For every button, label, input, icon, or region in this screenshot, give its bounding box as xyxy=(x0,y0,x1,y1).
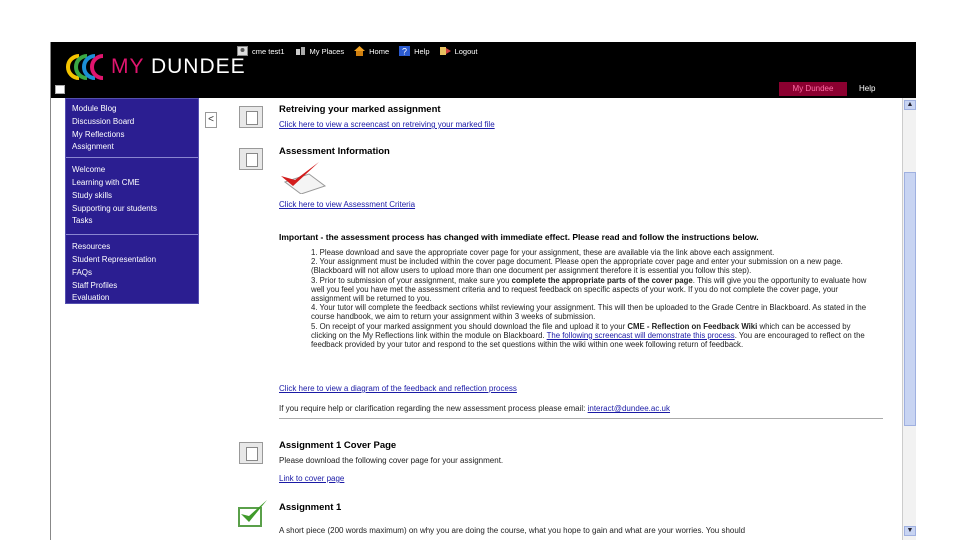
retrieve-link[interactable]: Click here to view a screencast on retreiving your marked file xyxy=(279,120,495,129)
menu-item-student-representation[interactable]: Student Representation xyxy=(72,254,157,264)
important-notice: Important - the assessment process has changed with immediate effect. Please read and follow the instructions below. xyxy=(279,232,759,242)
instruction-5-bold: CME - Reflection on Feedback Wiki xyxy=(627,321,758,331)
menu-item-my-reflections[interactable]: My Reflections xyxy=(72,129,125,139)
menu-item-faqs[interactable]: FAQs xyxy=(72,267,93,277)
menu-group-1 xyxy=(66,99,198,158)
menu-item-welcome[interactable]: Welcome xyxy=(72,165,106,175)
content-area xyxy=(235,98,905,540)
info-title: Assessment Information xyxy=(279,146,390,157)
my-dundee-logo[interactable] xyxy=(65,52,246,82)
instruction-5-text-mid: which can be accessed by clicking on the My Reflections link within the module on Blackboard. xyxy=(311,321,851,340)
logout-icon xyxy=(440,46,451,56)
menu-item-supporting-students[interactable]: Supporting our students xyxy=(72,203,157,213)
cover-text: Please download the following cover page for your assignment. xyxy=(279,456,504,465)
screencast-link[interactable]: The following screencast will demonstrate this process xyxy=(546,330,735,340)
assignment1-text: A short piece (200 words maximum) on why you are doing the course, what you hope to gain and what are your worries. You should xyxy=(279,526,746,535)
toplink-my-places[interactable] xyxy=(295,46,345,56)
browser-window xyxy=(50,42,916,540)
help-icon xyxy=(399,46,410,56)
tab-my-dundee[interactable]: My Dundee xyxy=(779,82,847,96)
diagram-link[interactable]: Click here to view a diagram of the feedback and reflection process xyxy=(279,384,517,393)
cover-title: Assignment 1 Cover Page xyxy=(279,440,397,451)
toplink-help[interactable] xyxy=(399,46,429,56)
menu-item-evaluation[interactable]: Evaluation xyxy=(72,293,110,303)
menu-item-learning-with-cme[interactable]: Learning with CME xyxy=(72,177,140,187)
vertical-scrollbar[interactable] xyxy=(902,98,916,540)
toplink-label: cme test1 xyxy=(252,46,285,56)
retrieve-title: Retreiving your marked assignment xyxy=(279,104,441,115)
brand-my: MY xyxy=(111,55,145,78)
item-icon xyxy=(239,148,263,170)
instruction-5-text-end: . You are encouraged to reflect on the feedback provided by your tutor and respond to the set questions within the wiki within one week following return of feedback. xyxy=(311,330,865,350)
menu-item-study-skills[interactable]: Study skills xyxy=(72,190,113,200)
criteria-link[interactable]: Click here to view Assessment Criteria xyxy=(279,200,416,209)
menu-item-resources[interactable]: Resources xyxy=(72,242,111,252)
assignment1-title: Assignment 1 xyxy=(279,502,342,513)
menu-group-2 xyxy=(66,158,198,235)
menu-item-tasks[interactable]: Tasks xyxy=(72,216,93,226)
toplink-home[interactable] xyxy=(354,46,389,56)
scroll-thumb[interactable] xyxy=(904,172,916,426)
instruction-4: 4. Your tutor will complete the feedback sections whilst reviewing your assignment. This will then be uploaded to the Grade Centre in Blackboard. As stated in the course handbook, we aim to return your assignment within 3 weeks of submission. xyxy=(311,303,867,322)
menu-item-module-blog[interactable]: Module Blog xyxy=(72,104,117,113)
instruction-5-text: 5. On receipt of your marked assignment you should download the file and upload it to your xyxy=(311,321,628,331)
instruction-5 xyxy=(279,322,875,350)
menu-item-assignment[interactable]: Assignment xyxy=(72,142,114,152)
help-text xyxy=(279,404,670,413)
places-icon xyxy=(295,46,306,56)
help-text-label: If you require help or clarification regarding the new assessment process please email: xyxy=(279,404,588,413)
toplink-label: Home xyxy=(369,46,390,56)
scroll-up-icon[interactable]: ▲ xyxy=(904,100,916,110)
course-menu xyxy=(65,98,199,304)
brand-text xyxy=(111,55,246,79)
instructions-list xyxy=(279,248,875,349)
instruction-2: 2. Your assignment must be included within the cover page document. Please open the appropriate cover page and enter your submission on a new page. (Blackboard will not allow users to upload more than one document per assignment therefore it is essential you follow this step). xyxy=(311,257,843,276)
toplink-label: Help xyxy=(414,46,430,56)
item-icon xyxy=(239,442,263,464)
toplink-label: Logout xyxy=(454,46,478,56)
user-icon xyxy=(237,46,248,56)
instruction-3 xyxy=(279,276,875,304)
menu-group-3 xyxy=(66,235,198,308)
top-links xyxy=(237,46,488,56)
checkmark-icon xyxy=(279,160,329,194)
home-icon xyxy=(354,46,365,56)
cover-link[interactable]: Link to cover page xyxy=(279,474,345,483)
instruction-3-bold: complete the appropriate parts of the cover page xyxy=(511,275,693,285)
divider xyxy=(279,418,883,419)
menu-item-staff-profiles[interactable]: Staff Profiles xyxy=(72,280,118,290)
collapse-menu-button[interactable]: < xyxy=(205,112,217,128)
toplink-user[interactable] xyxy=(237,46,285,56)
email-link[interactable]: interact@dundee.ac.uk xyxy=(587,404,671,413)
logo-arcs-icon xyxy=(65,52,107,82)
tab-strip xyxy=(51,82,916,96)
brand-name: DUNDEE xyxy=(150,55,246,78)
item-icon xyxy=(239,106,263,128)
tab-help[interactable]: Help xyxy=(859,84,876,93)
svg-text:?: ? xyxy=(402,46,408,56)
instruction-1: 1. Please download and save the appropriate cover page for your assignment, these are available via the link above each assignment. xyxy=(311,248,775,257)
assignment-check-icon xyxy=(237,498,269,528)
menu-item-discussion-board[interactable]: Discussion Board xyxy=(72,116,135,126)
instruction-3-text-end: . This will give you the opportunity to evaluate how well you feel you have met the assessment criteria and to request feedback on specific aspects of your work. If you do not complete the cover page, your assignment will be returned to you. xyxy=(311,275,867,304)
toplink-label: My Places xyxy=(309,46,345,56)
instruction-3-text: 3. Prior to submission of your assignment, make sure you xyxy=(311,275,512,285)
toplink-logout[interactable] xyxy=(440,46,478,56)
scroll-down-icon[interactable]: ▼ xyxy=(904,526,916,536)
